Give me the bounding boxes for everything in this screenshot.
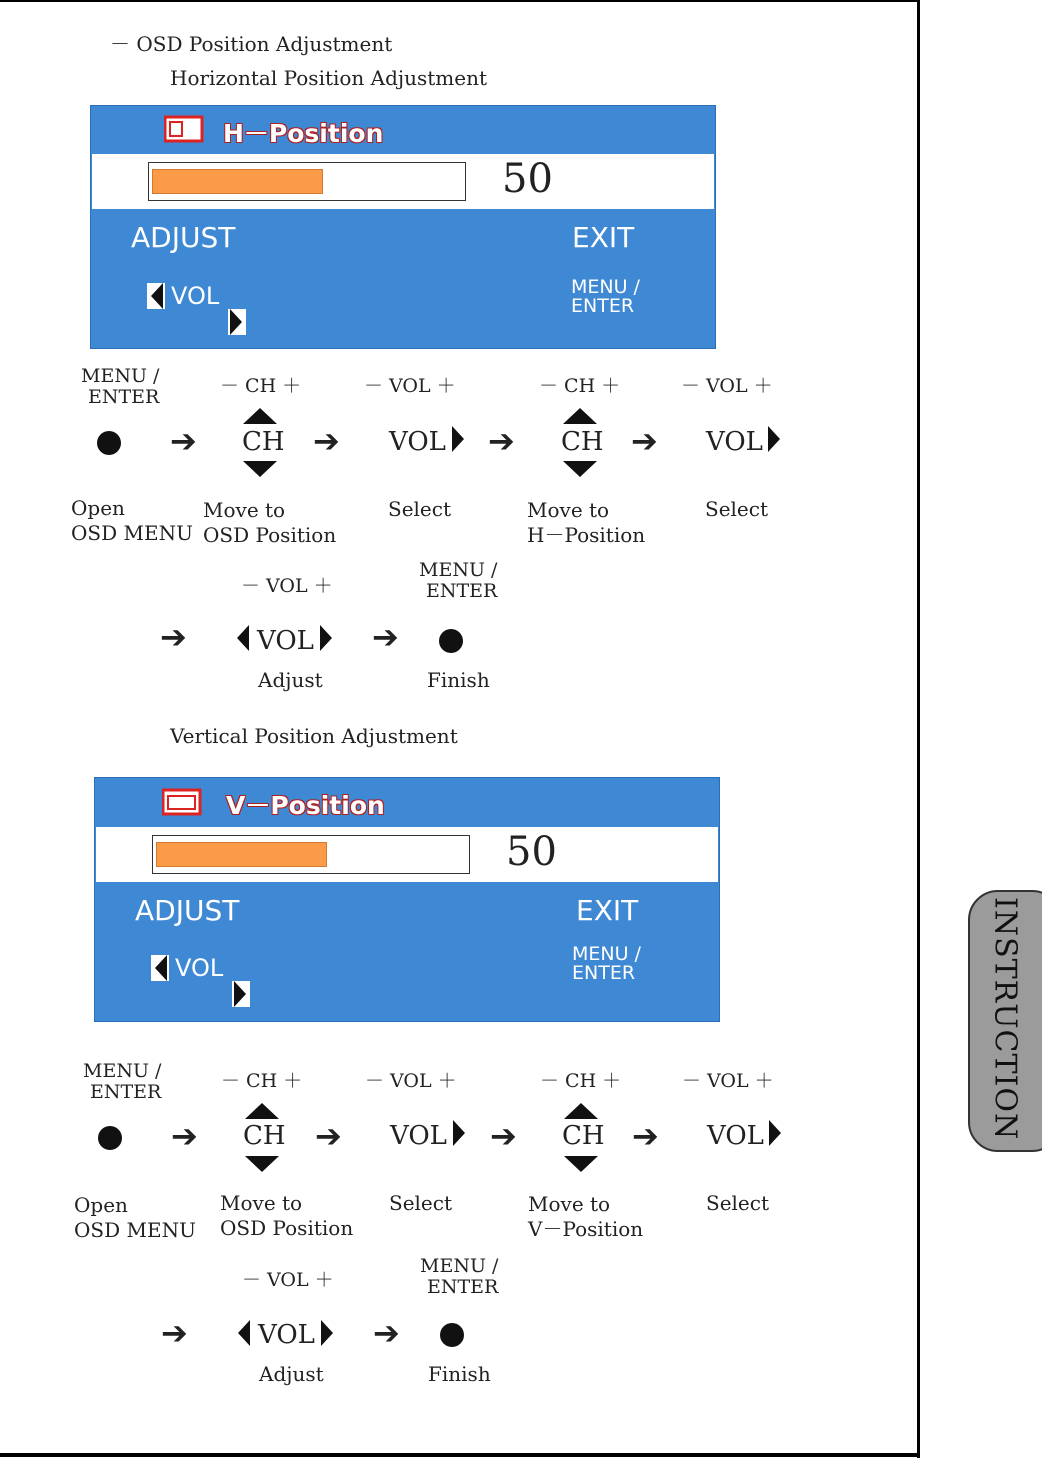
v-step3-key-label: － VOL ＋ <box>365 1070 457 1092</box>
v-arrow-5: ➔ <box>161 1314 188 1352</box>
h-osd-exit-label: EXIT <box>572 221 635 254</box>
v-osd-exit-label: EXIT <box>576 894 639 927</box>
h-step1-caption: Open OSD MENU <box>71 496 193 545</box>
v-step4-down-icon <box>564 1156 598 1172</box>
h-step5-key-label: － VOL ＋ <box>681 375 773 397</box>
h-osd-vol-right-icon <box>228 309 246 335</box>
v-step6-key-label: － VOL ＋ <box>242 1269 334 1291</box>
h-step1-menu-button-icon <box>97 431 121 455</box>
v-arrow-1: ➔ <box>171 1117 198 1155</box>
horizontal-heading: Horizontal Position Adjustment <box>170 66 488 90</box>
h-step6-right-icon <box>320 625 332 651</box>
h-position-value: 50 <box>502 156 553 202</box>
h-position-bar <box>148 162 466 201</box>
v-osd-panel <box>94 777 720 1022</box>
h-step5-caption: Select <box>705 497 769 521</box>
v-osd-title: V－Position <box>226 791 385 820</box>
h-step2-caption: Move to OSD Position <box>203 498 337 547</box>
v-position-value: 50 <box>506 829 557 875</box>
v-step3-right-icon <box>453 1120 465 1146</box>
h-step6-key-label: － VOL ＋ <box>241 575 333 597</box>
h-step6-key: VOL <box>257 626 314 656</box>
page-border-bottom <box>0 1453 920 1457</box>
h-step4-down-icon <box>563 461 597 477</box>
v-step2-up-icon <box>245 1103 279 1119</box>
v-position-icon <box>162 787 202 817</box>
v-osd-vol-label: VOL <box>175 954 224 982</box>
v-osd-slider-row <box>96 827 718 882</box>
h-step6-caption: Adjust <box>258 668 323 692</box>
h-osd-adjust-label: ADJUST <box>131 221 236 254</box>
v-step7-menu-button-icon <box>440 1323 464 1347</box>
v-step5-key: VOL <box>707 1121 764 1151</box>
v-step5-caption: Select <box>706 1191 770 1215</box>
h-step3-key-label: － VOL ＋ <box>364 375 456 397</box>
h-osd-panel <box>90 105 716 349</box>
v-step2-caption: Move to OSD Position <box>220 1191 354 1240</box>
v-step3-caption: Select <box>389 1191 453 1215</box>
v-osd-vol-right-icon <box>232 981 250 1007</box>
v-step4-caption: Move to V－Position <box>528 1192 644 1241</box>
v-step7-key-label: MENU / ENTER <box>420 1255 499 1298</box>
h-step1-key-label: MENU / ENTER <box>81 365 160 408</box>
h-step7-menu-button-icon <box>439 629 463 653</box>
h-arrow-1: ➔ <box>170 422 197 460</box>
v-step6-right-icon <box>321 1320 333 1346</box>
v-arrow-4: ➔ <box>632 1117 659 1155</box>
v-step1-menu-button-icon <box>98 1126 122 1150</box>
h-step4-key: CH <box>561 427 604 457</box>
h-osd-vol-label: VOL <box>171 282 220 310</box>
v-step5-key-label: － VOL ＋ <box>682 1070 774 1092</box>
v-step4-key-label: － CH ＋ <box>540 1070 622 1092</box>
h-arrow-3: ➔ <box>488 422 515 460</box>
page-border-top <box>0 0 920 2</box>
h-step5-key: VOL <box>706 427 763 457</box>
h-osd-title: H－Position <box>223 119 384 148</box>
v-step6-left-icon <box>238 1320 250 1346</box>
h-arrow-6: ➔ <box>372 618 399 656</box>
h-step2-down-icon <box>243 461 277 477</box>
h-step6-left-icon <box>237 625 249 651</box>
v-step2-key: CH <box>243 1121 286 1151</box>
v-step3-key: VOL <box>390 1121 447 1151</box>
v-arrow-6: ➔ <box>373 1314 400 1352</box>
v-osd-vol-left-icon <box>151 955 169 981</box>
h-step5-right-icon <box>768 426 780 452</box>
h-osd-vol-left-icon <box>147 283 165 309</box>
h-step3-caption: Select <box>388 497 452 521</box>
v-osd-adjust-label: ADJUST <box>135 894 240 927</box>
h-step2-up-icon <box>243 408 277 424</box>
h-step7-caption: Finish <box>427 668 490 692</box>
h-step2-key-label: － CH ＋ <box>220 375 302 397</box>
v-position-bar <box>152 835 470 874</box>
h-arrow-2: ➔ <box>313 422 340 460</box>
h-step4-caption: Move to H－Position <box>527 498 646 547</box>
h-osd-menu-label: MENU / ENTER <box>571 276 640 317</box>
section-title: － OSD Position Adjustment <box>110 32 393 56</box>
v-step6-key: VOL <box>258 1320 315 1350</box>
v-arrow-2: ➔ <box>315 1117 342 1155</box>
v-step2-key-label: － CH ＋ <box>221 1070 303 1092</box>
v-step4-key: CH <box>562 1121 605 1151</box>
v-osd-menu-label: MENU / ENTER <box>572 943 641 984</box>
v-step4-up-icon <box>564 1103 598 1119</box>
v-step1-caption: Open OSD MENU <box>74 1193 196 1242</box>
v-step6-caption: Adjust <box>259 1362 324 1386</box>
v-step5-right-icon <box>769 1120 781 1146</box>
side-tab-label: INSTRUCTION <box>987 897 1023 1141</box>
v-step7-caption: Finish <box>428 1362 491 1386</box>
v-position-bar-fill <box>156 842 327 867</box>
v-step1-key-label: MENU / ENTER <box>83 1060 162 1103</box>
h-arrow-4: ➔ <box>631 422 658 460</box>
h-step2-key: CH <box>242 427 285 457</box>
h-step7-key-label: MENU / ENTER <box>419 559 498 602</box>
h-step4-up-icon <box>563 408 597 424</box>
h-step3-key: VOL <box>389 427 446 457</box>
v-step2-down-icon <box>245 1156 279 1172</box>
vertical-heading: Vertical Position Adjustment <box>170 724 458 748</box>
h-osd-slider-row <box>92 154 714 209</box>
h-step4-key-label: － CH ＋ <box>539 375 621 397</box>
h-arrow-5: ➔ <box>160 618 187 656</box>
h-position-icon <box>164 114 204 144</box>
h-step3-right-icon <box>452 426 464 452</box>
h-position-bar-fill <box>152 169 323 194</box>
v-arrow-3: ➔ <box>490 1117 517 1155</box>
page-border-right <box>917 0 920 1458</box>
